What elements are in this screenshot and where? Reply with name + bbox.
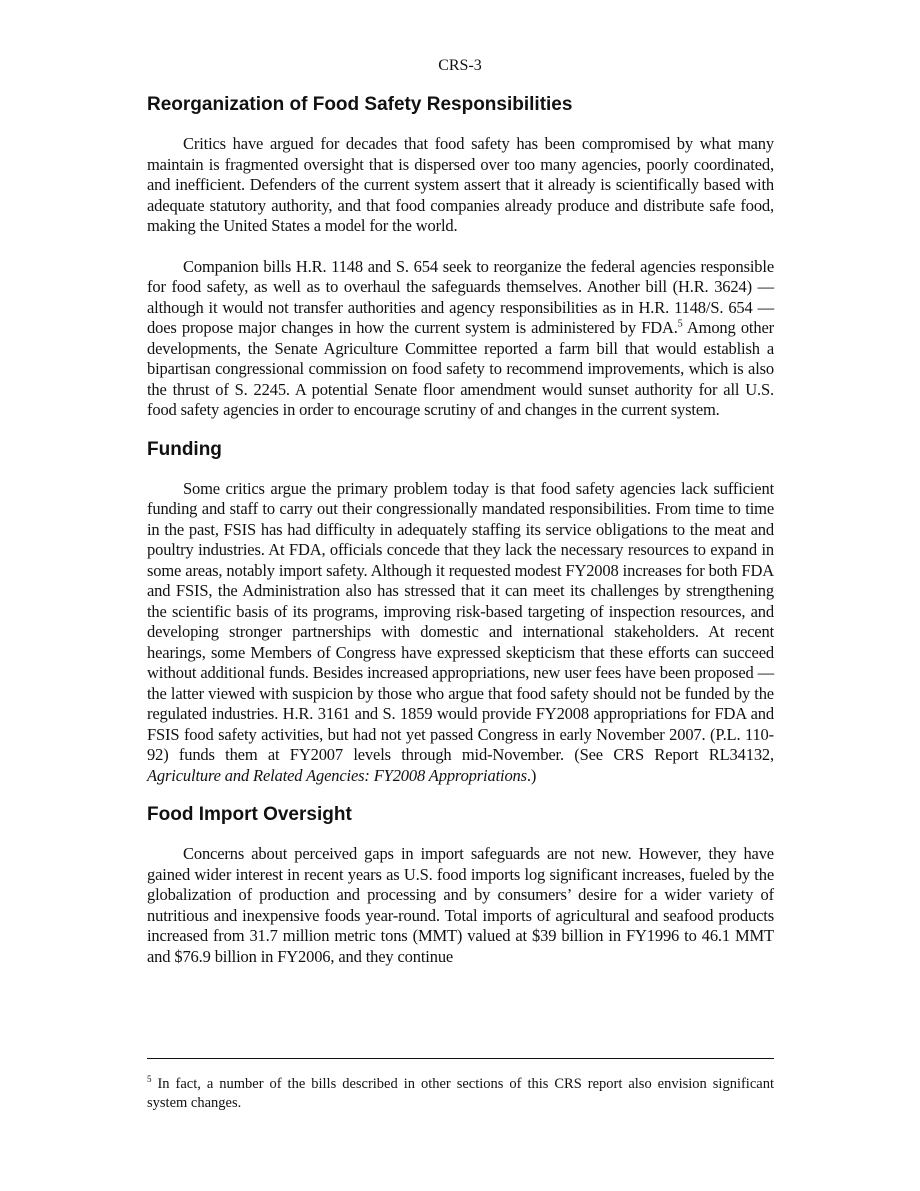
footnote-number: 5 [147, 1074, 152, 1085]
body-paragraph [147, 479, 774, 787]
footnote-text: In fact, a number of the bills described in other sections of this CRS report also envision significant system changes. [147, 1076, 774, 1111]
footnote [147, 1075, 774, 1113]
section-funding [147, 437, 774, 787]
section-heading: Reorganization of Food Safety Responsibilities [147, 94, 573, 115]
paragraph-text: Among other developments, the Senate Agriculture Committee reported a farm bill that would establish a bipartisan congressional commission on food safety to recommend improvements, which is also the thrust of S. 2245. A potential Senate floor amendment would sunset authority for all U.S. food safety agencies in order to encourage scrutiny of and changes in the current system. [147, 318, 774, 419]
footnote-reference[interactable]: 5 [677, 318, 683, 330]
paragraph-text: Some critics argue the primary problem today is that food safety agencies lack sufficient funding and staff to carry out their congressionally mandated responsibilities. From time to time in the past, FSIS has had difficulty in adequately staffing its service obligations to the meat and poultry industries. At FDA, officials concede that they lack the necessary resources to expand in some areas, notably import safety. Although it requested modest FY2008 increases for both FDA and FSIS, the Administration also has stressed that it can meet its challenges by strengthening the scientific basis of its programs, improving risk-based targeting of inspection resources, and developing stronger partnerships with domestic and international stakeholders. At recent hearings, some Members of Congress have expressed skepticism that these efforts can succeed without additional funds. Besides increased appropriations, new user fees have been proposed — the latter viewed with suspicion by those who argue that food safety should not be funded by the regulated industries. H.R. 3161 and S. 1859 would provide FY2008 appropriations for FDA and FSIS food safety activities, but had not yet passed Congress in early November 2007. (P.L. 110-92) funds them at FY2007 levels through mid-November. (See CRS Report RL34132, [147, 478, 774, 764]
report-title: Agriculture and Related Agencies: FY2008 Appropriations [147, 765, 527, 785]
body-paragraph: Concerns about perceived gaps in import safeguards are not new. However, they have gained wider interest in recent years as U.S. food imports log significant increases, fueled by the globalization of production and processing and by consumers’ desire for a wider variety of nutritious and inexpensive foods year-round. Total imports of agricultural and seafood products increased from 31.7 million metric tons (MMT) valued at $39 billion in FY1996 to 46.1 MMT and $76.9 billion in FY2006, and they continue [147, 844, 774, 966]
section-food-import-oversight [147, 802, 774, 967]
page-body [147, 92, 774, 987]
paragraph-text: .) [526, 765, 537, 785]
section-reorganization [147, 92, 774, 421]
paragraph-text: Companion bills H.R. 1148 and S. 654 seek to reorganize the federal agencies responsible for food safety, as well as to overhaul the safeguards themselves. Another bill (H.R. 3624) — although it would not transfer authorities and agency responsibilities as in H.R. 1148/S. 654 — does propose major changes in how the current system is administered by FDA. [147, 256, 774, 337]
footnote-divider [147, 1058, 774, 1059]
page-header: CRS-3 [438, 57, 482, 74]
section-heading: Food Import Oversight [147, 804, 352, 825]
section-heading: Funding [147, 438, 222, 460]
body-paragraph [147, 257, 774, 421]
body-paragraph: Critics have argued for decades that food safety has been compromised by what many maintain is fragmented oversight that is dispersed over too many agencies, poorly coordinated, and inefficient. Defenders of the current system assert that it already is scientifically based with adequate statutory authority, and that food companies already produce and distribute safe food, making the United States a model for the world. [147, 134, 774, 235]
